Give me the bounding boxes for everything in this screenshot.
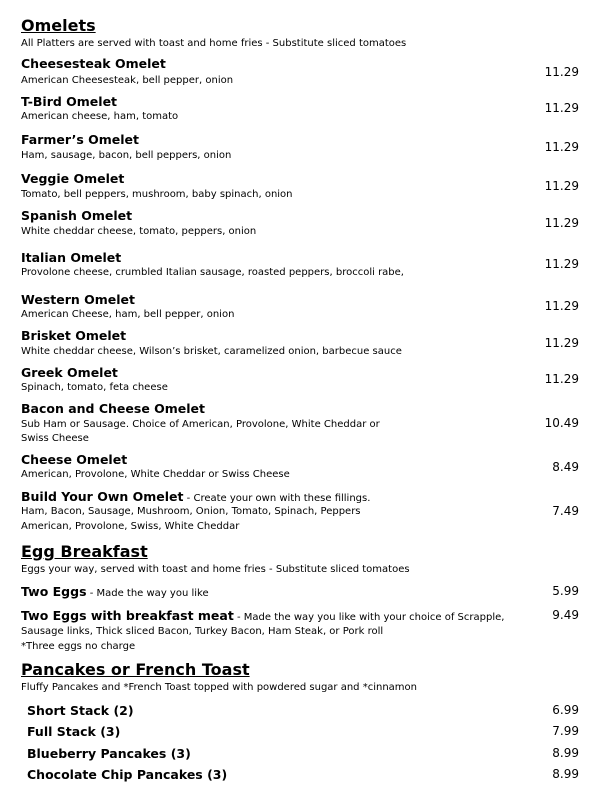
item-price: 7.99: [552, 724, 579, 738]
item-desc: American, Provolone, White Cheddar or Swiss Cheese: [21, 469, 290, 480]
item-desc: American cheese, ham, tomato: [21, 111, 179, 122]
item-name: Western Omelet: [21, 292, 135, 307]
item-price: 11.29: [544, 216, 579, 230]
item-name: Chocolate Chip Pancakes (3): [27, 767, 228, 782]
section-title-eggs: Egg Breakfast: [21, 542, 148, 561]
section-note-pancakes: Fluffy Pancakes and *French Toast topped with powdered sugar and *cinnamon: [21, 682, 417, 693]
item-desc: Spinach, tomato, feta cheese: [21, 382, 168, 393]
section-note-eggs: Eggs your way, served with toast and home fries - Substitute sliced tomatoes: [21, 564, 410, 575]
item-name: T-Bird Omelet: [21, 94, 118, 109]
item-desc: Provolone cheese, crumbled Italian sausage, roasted peppers, broccoli rabe,: [21, 267, 404, 278]
item-price: 11.29: [544, 299, 579, 313]
item-price: 11.29: [544, 257, 579, 271]
item-name: Brisket Omelet: [21, 328, 127, 343]
item-desc: White cheddar cheese, tomato, peppers, onion: [21, 226, 257, 237]
item-name: Cheese Omelet: [21, 452, 128, 467]
item-name: Short Stack (2): [27, 703, 134, 718]
item-name: Bacon and Cheese Omelet: [21, 401, 206, 416]
item-name: Full Stack (3): [27, 724, 121, 739]
item-desc: Sub Ham or Sausage. Choice of American, Provolone, White Cheddar or: [21, 419, 380, 430]
item-name: Greek Omelet: [21, 365, 118, 380]
item-desc: Ham, Bacon, Sausage, Mushroom, Onion, Tomato, Spinach, Peppers: [21, 506, 361, 517]
item-price: 11.29: [544, 101, 579, 115]
item-price: 11.29: [544, 336, 579, 350]
item-name: [21, 584, 209, 599]
item-desc: American, Provolone, Swiss, White Cheddar: [21, 521, 240, 532]
item-name: Blueberry Pancakes (3): [27, 746, 191, 761]
item-price: 8.99: [552, 767, 579, 781]
item-desc: American Cheesesteak, bell pepper, onion: [21, 75, 234, 86]
item-price: 8.49: [552, 460, 579, 474]
item-name-text: Two Eggs with breakfast meat: [21, 608, 234, 623]
item-desc: Sausage links, Thick sliced Bacon, Turkey Bacon, Ham Steak, or Pork roll: [21, 626, 384, 637]
item-desc: *Three eggs no charge: [21, 641, 136, 652]
item-desc: Ham, sausage, bacon, bell peppers, onion: [21, 150, 232, 161]
item-price: 8.99: [552, 746, 579, 760]
item-name-text: Two Eggs: [21, 584, 87, 599]
item-price: 10.49: [544, 416, 579, 430]
item-name: [21, 489, 370, 504]
item-price: 7.49: [552, 504, 579, 518]
item-price: 11.29: [544, 179, 579, 193]
item-name: Italian Omelet: [21, 250, 122, 265]
item-price: 11.29: [544, 140, 579, 154]
item-desc: White cheddar cheese, Wilson’s brisket, caramelized onion, barbecue sauce: [21, 346, 402, 357]
item-desc: American Cheese, ham, bell pepper, onion: [21, 309, 235, 320]
item-inline-desc: - Made the way you like: [86, 588, 209, 599]
item-name: Farmer’s Omelet: [21, 132, 140, 147]
item-price: 11.29: [544, 65, 579, 79]
section-title-omelets: Omelets: [21, 16, 96, 35]
item-price: 6.99: [552, 703, 579, 717]
section-note-omelets: All Platters are served with toast and home fries - Substitute sliced tomatoes: [21, 38, 407, 49]
item-inline-desc: - Made the way you like with your choice of Scrapple,: [233, 612, 505, 623]
item-desc: Swiss Cheese: [21, 433, 89, 444]
item-name: Cheesesteak Omelet: [21, 56, 166, 71]
item-name-text: Build Your Own Omelet: [21, 489, 184, 504]
item-name: Veggie Omelet: [21, 171, 125, 186]
item-name: Spanish Omelet: [21, 208, 133, 223]
section-title-pancakes: Pancakes or French Toast: [21, 660, 250, 679]
item-price: 9.49: [552, 608, 579, 622]
item-name: [21, 608, 504, 623]
item-price: 11.29: [544, 372, 579, 386]
item-price: 5.99: [552, 584, 579, 598]
item-desc: Tomato, bell peppers, mushroom, baby spinach, onion: [21, 189, 293, 200]
item-inline-desc: - Create your own with these fillings.: [183, 493, 371, 504]
